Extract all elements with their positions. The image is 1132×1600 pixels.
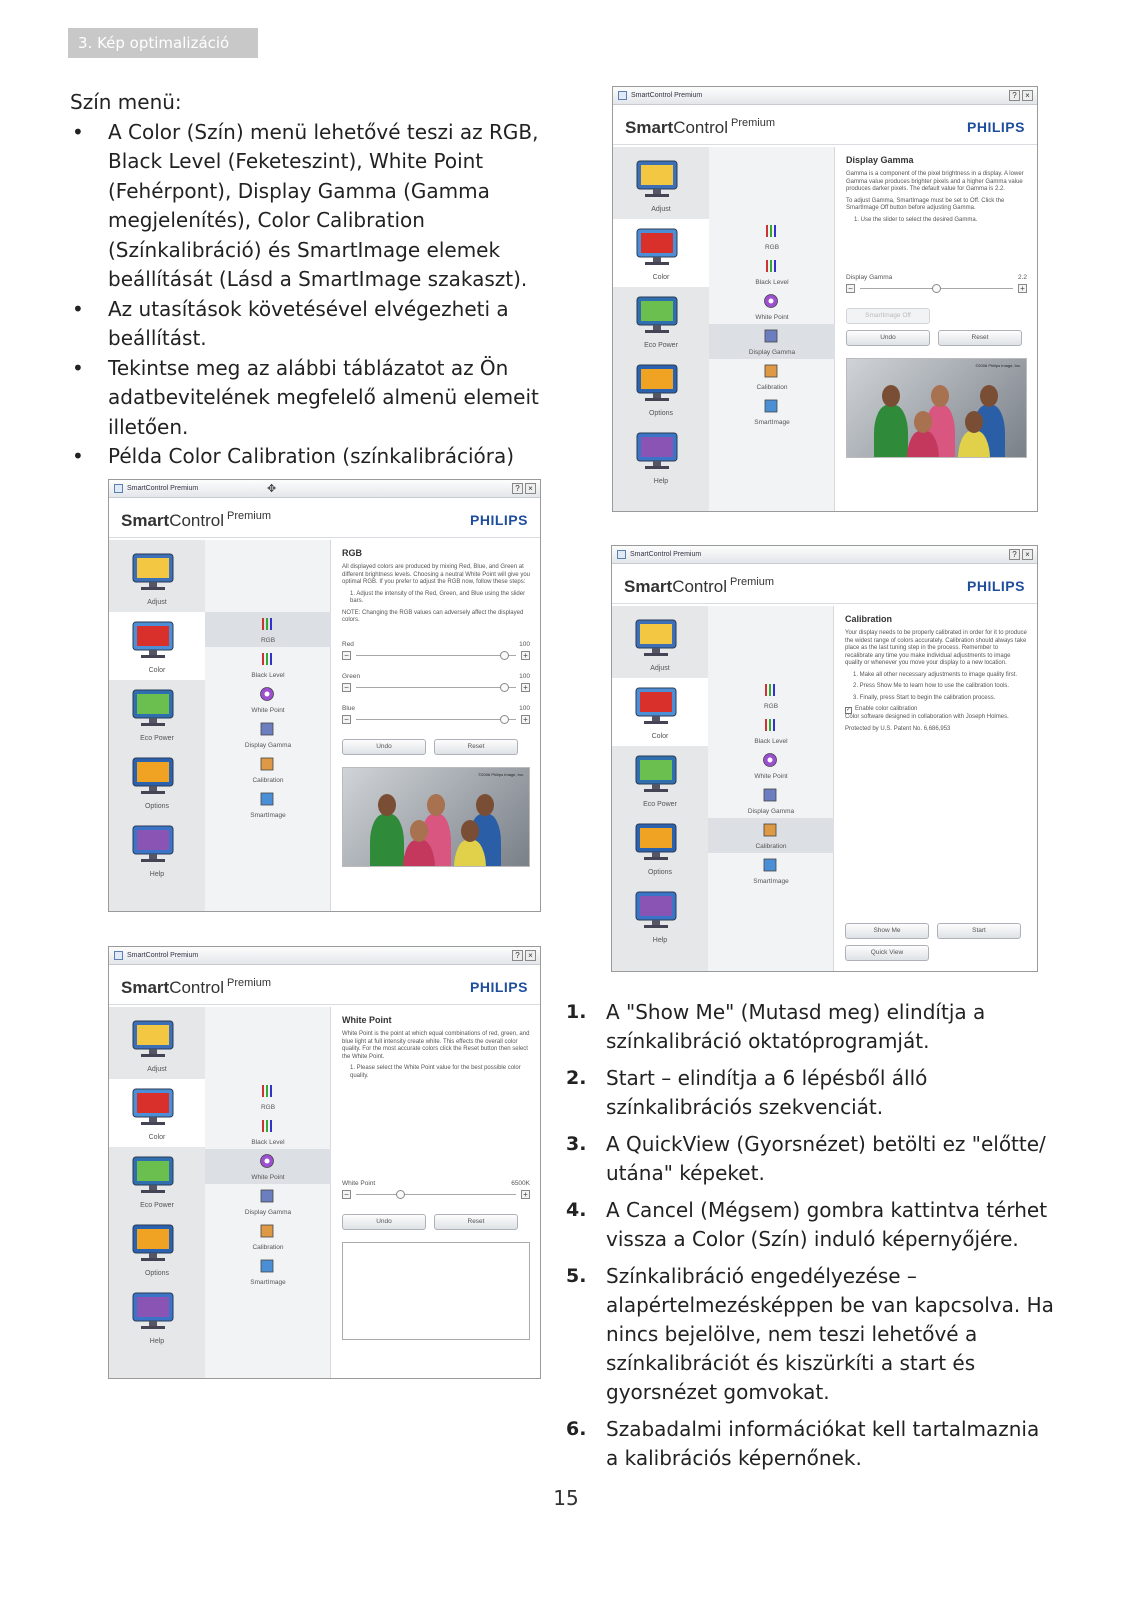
increase-button[interactable]: +	[521, 1190, 530, 1199]
philips-logo: PHILIPS	[470, 512, 528, 528]
intro-heading: Szín menü:	[70, 90, 182, 114]
help-button[interactable]: ?	[1009, 90, 1020, 101]
slider-thumb[interactable]	[500, 715, 509, 724]
app-header	[109, 498, 540, 538]
nav-item-options[interactable]: Options	[612, 814, 708, 882]
nav-item-help[interactable]: Help	[612, 882, 708, 950]
smartcontrol-window-gamma	[612, 86, 1038, 512]
title-bar[interactable]	[612, 546, 1037, 564]
decrease-button[interactable]: −	[342, 683, 351, 692]
slider-thumb[interactable]	[500, 651, 509, 660]
rgb-bars-icon	[763, 223, 779, 239]
photo-credit: ©2006 Philips Image, Inc.	[975, 363, 1021, 368]
step-item: 6. Szabadalmi információkat kell tartalmaznia a kalibrációs képernőnek.	[566, 1417, 1040, 1470]
options-icon	[127, 754, 185, 798]
show-me-button[interactable]: Show Me	[845, 923, 929, 939]
reset-button[interactable]: Reset	[938, 330, 1022, 346]
reset-button[interactable]: Reset	[434, 739, 518, 755]
undo-button[interactable]: Undo	[342, 739, 426, 755]
sub-nav	[205, 540, 331, 911]
black-level-icon	[259, 651, 275, 667]
move-cursor-icon: ✥	[267, 483, 277, 495]
app-header	[109, 965, 540, 1005]
app-brand: SmartControl $^{Premium}$	[121, 510, 272, 530]
calibration-icon	[762, 822, 778, 838]
philips-logo: PHILIPS	[967, 578, 1025, 594]
slider-thumb[interactable]	[396, 1190, 405, 1199]
philips-logo: PHILIPS	[967, 119, 1025, 135]
nav-item-eco-power[interactable]: Eco Power	[612, 746, 708, 814]
rgb-bars-icon	[762, 682, 778, 698]
nav-item-eco-power[interactable]: Eco Power	[109, 680, 205, 748]
decrease-button[interactable]: −	[846, 284, 855, 293]
sub-nav	[709, 147, 835, 511]
help-icon	[127, 1289, 185, 1333]
quick-view-button[interactable]: Quick View	[845, 945, 929, 961]
display-gamma-icon	[259, 1188, 275, 1204]
options-icon	[127, 1221, 185, 1265]
photo-person-head	[914, 411, 932, 433]
nav-item-help[interactable]: Help	[613, 423, 709, 491]
title-bar[interactable]	[109, 947, 540, 965]
bullet-icon: •	[72, 296, 84, 321]
app-icon	[114, 484, 123, 493]
smartimage-icon	[763, 398, 779, 414]
close-button[interactable]: ×	[1022, 549, 1033, 560]
sub-item-rgb[interactable]: RGB	[205, 1079, 331, 1114]
slider-thumb[interactable]	[500, 683, 509, 692]
help-button[interactable]: ?	[512, 950, 523, 961]
sub-item-black-level[interactable]: Black Level	[708, 713, 834, 748]
sub-item-white-point[interactable]: White Point	[205, 682, 331, 717]
intro-section	[70, 88, 540, 472]
smartcontrol-window-calibration	[611, 545, 1038, 972]
title-bar[interactable]	[613, 87, 1037, 105]
photo-person-head	[378, 794, 396, 816]
window-title: SmartControl Premium	[630, 551, 702, 558]
help-button[interactable]: ?	[512, 483, 523, 494]
nav-item-color[interactable]: Color	[612, 678, 708, 746]
sub-item-calibration[interactable]: Calibration	[709, 359, 835, 394]
help-icon	[630, 888, 688, 932]
eco-power-icon	[127, 686, 185, 730]
calibration-icon	[763, 363, 779, 379]
eco-power-icon	[631, 293, 689, 337]
bullet-icon: •	[72, 444, 84, 468]
step-item: 5. Színkalibráció engedélyezése – alapértelmezésképpen be van kapcsolva. Ha nincs bejelölve, nem teszi lehetővé a színkalibrációt és kiszürkíti a start és gyorsnézet gomvokat.	[566, 1264, 1054, 1404]
sub-item-white-point[interactable]: White Point	[205, 1149, 331, 1184]
sub-item-display-gamma[interactable]: Display Gamma	[205, 717, 331, 752]
calibration-icon	[259, 1223, 275, 1239]
app-header	[612, 564, 1037, 604]
content-heading: Calibration	[845, 614, 893, 624]
color-icon	[127, 618, 185, 662]
nav-item-options[interactable]: Options	[109, 748, 205, 816]
photo-person-head	[410, 820, 428, 842]
white-point-icon	[259, 1153, 275, 1169]
intro-bullet: • Tekintse meg az alábbi táblázatot az Ön adatbevitelének megfelelő almenü elemeit illetően.	[72, 355, 539, 439]
color-icon	[631, 225, 689, 269]
enable-calibration-checkbox[interactable]: ✓ Enable color calibration	[846, 706, 918, 713]
rgb-bars-icon	[259, 1083, 275, 1099]
nav-item-color[interactable]: Color	[109, 1079, 205, 1147]
content-heading: RGB	[342, 548, 362, 558]
preview-photo	[342, 767, 530, 867]
gamma-slider[interactable]: Display Gamma 2.2 − +	[846, 274, 1027, 293]
display-gamma-icon	[762, 787, 778, 803]
photo-person-head	[427, 794, 445, 816]
sub-item-display-gamma[interactable]: Display Gamma	[709, 324, 835, 359]
intro-bullet: • Az utasítások követésével elvégezheti a beállítást.	[72, 296, 509, 350]
step-item: 4. A Cancel (Mégsem) gombra kattintva térhet vissza a Color (Szín) induló képernyőjére.	[566, 1198, 1048, 1251]
photo-person-head	[931, 385, 949, 407]
nav-item-help[interactable]: Help	[109, 1283, 205, 1351]
intro-bullet: • A Color (Szín) menü lehetővé teszi az RGB, Black Level (Feketeszint), White Point (Fehérpont), Display Gamma (Gamma megjelenítés), Color Calibration (Színkalibráció) és SmartImage elemek beállítását (Lásd a SmartImage szakaszt).	[72, 119, 539, 291]
content-heading: Display Gamma	[846, 155, 914, 165]
sub-item-calibration[interactable]: Calibration	[708, 818, 834, 853]
sub-item-white-point[interactable]: White Point	[708, 748, 834, 783]
sub-item-smartimage[interactable]: SmartImage	[709, 394, 835, 429]
sub-item-black-level[interactable]: Black Level	[709, 254, 835, 289]
options-icon	[631, 361, 689, 405]
nav-item-options[interactable]: Options	[109, 1215, 205, 1283]
steps-list	[566, 998, 1056, 1481]
philips-logo: PHILIPS	[470, 979, 528, 995]
main-nav	[109, 540, 205, 911]
photo-person-head	[965, 411, 983, 433]
main-nav	[109, 1007, 205, 1378]
photo-person-head	[476, 794, 494, 816]
app-icon	[114, 951, 123, 960]
photo-person-head	[980, 385, 998, 407]
smartimage-off-button[interactable]: SmartImage Off	[846, 308, 930, 324]
reset-button[interactable]: Reset	[434, 1214, 518, 1230]
sub-item-smartimage[interactable]: SmartImage	[708, 853, 834, 888]
content-pane: Display Gamma Gamma is a component of the pixel brightness in a display. A lower Gamma value produces brighter pixels and a higher Gamma value produces darker pixels. The default value for Gamma is 2.2. To adjust Gamma, SmartImage must be set to Off. Click the SmartImage Off button before adjusting Gamma. 1. Use the slider to select the desired Gamma. Display Gamma 2.2 − + SmartImage Off Undo Reset ©2006 Philips Image, Inc.	[836, 147, 1037, 511]
white-point-icon	[762, 752, 778, 768]
options-icon	[630, 820, 688, 864]
sub-item-black-level[interactable]: Black Level	[205, 1114, 331, 1149]
help-button[interactable]: ?	[1009, 549, 1020, 560]
adjust-icon	[127, 1017, 185, 1061]
intro-bullets	[70, 118, 540, 472]
app-icon	[617, 550, 626, 559]
help-icon	[127, 822, 185, 866]
black-level-icon	[763, 258, 779, 274]
section-tab: 3. Kép optimalizáció	[68, 28, 258, 58]
display-gamma-icon	[763, 328, 779, 344]
photo-person-head	[882, 385, 900, 407]
content-pane: Calibration Your display needs to be properly calibrated in order for it to produce the widest range of colors accurately. Calibration should always take place as the last tuning step in the process. Remember to recalibrate any time you make individual adjustments to image quality or whenever you move your display to a new location. 1. Make all other necessary adjustments to image quality first. 2. Press Show Me to learn how to use the calibration tools. 3. Finally, press Start to begin the calibration process. ✓ Enable color calibration Color software designed in collaboration with Joseph Holmes. Protected by U.S. Patent No. 6,686,953 Show Me Start Quick View	[835, 606, 1037, 971]
help-icon	[631, 429, 689, 473]
calibration-icon	[259, 756, 275, 772]
nav-item-color[interactable]: Color	[109, 612, 205, 680]
window-title: SmartControl Premium	[631, 92, 703, 99]
photo-credit: ©2006 Philips Image, Inc.	[478, 771, 524, 777]
sub-nav	[708, 606, 834, 971]
photo-person-head	[461, 820, 479, 842]
adjust-icon	[631, 157, 689, 201]
adjust-icon	[127, 550, 185, 594]
undo-button[interactable]: Undo	[342, 1214, 426, 1230]
page-number: 15	[553, 1486, 579, 1510]
close-button[interactable]: ×	[1022, 90, 1033, 101]
decrease-button[interactable]: −	[342, 715, 351, 724]
sub-nav	[205, 1007, 331, 1378]
eco-power-icon	[127, 1153, 185, 1197]
photo-person	[370, 814, 404, 867]
rgb-bars-icon	[259, 616, 275, 632]
black-level-icon	[762, 717, 778, 733]
bullet-icon: •	[72, 119, 84, 144]
color-icon	[630, 684, 688, 728]
step-item: 2. Start – elindítja a 6 lépésből álló színkalibrációs szekvenciát.	[566, 1066, 928, 1119]
content-pane: White Point White Point is the point at which equal combinations of red, green, and blue light at full intensity create white. This effects the overall color quality. For the most accurate colors click the Reset button then select the White Point. 1. Please select the White Point value for the best possible color quality. White Point 6500K − + Undo Reset	[332, 1007, 540, 1378]
window-title: SmartControl Premium	[127, 485, 199, 492]
smartimage-icon	[259, 1258, 275, 1274]
main-nav	[613, 147, 709, 511]
nav-item-eco-power[interactable]: Eco Power	[613, 287, 709, 355]
green-slider[interactable]: Green 100 − +	[342, 672, 530, 692]
red-slider[interactable]: Red 100 − +	[342, 640, 530, 660]
smartcontrol-window-rgb	[108, 479, 541, 912]
title-bar[interactable]	[109, 480, 540, 498]
nav-item-adjust[interactable]: Adjust	[109, 544, 205, 612]
color-icon	[127, 1085, 185, 1129]
window-title: SmartControl Premium	[127, 952, 199, 959]
nav-item-color[interactable]: Color	[613, 219, 709, 287]
display-gamma-icon	[259, 721, 275, 737]
increase-button[interactable]: +	[521, 715, 530, 724]
sub-item-rgb[interactable]: RGB	[709, 219, 835, 254]
sub-item-rgb[interactable]: RGB	[708, 678, 834, 713]
app-brand: SmartControl $^{Premium}$	[121, 977, 272, 997]
close-button[interactable]: ×	[525, 483, 536, 494]
white-point-icon	[259, 686, 275, 702]
main-nav	[612, 606, 708, 971]
smartcontrol-window-white-point	[108, 946, 541, 1379]
nav-item-help[interactable]: Help	[109, 816, 205, 884]
increase-button[interactable]: +	[521, 651, 530, 660]
app-brand: SmartControl $^{Premium}$	[624, 576, 775, 596]
smartimage-icon	[259, 791, 275, 807]
nav-item-adjust[interactable]: Adjust	[613, 151, 709, 219]
photo-person	[874, 405, 908, 458]
checkbox-icon[interactable]: ✓	[846, 707, 852, 713]
app-icon	[618, 91, 627, 100]
sub-item-display-gamma[interactable]: Display Gamma	[205, 1184, 331, 1219]
sub-item-calibration[interactable]: Calibration	[205, 752, 331, 787]
preview-box	[342, 1242, 530, 1340]
black-level-icon	[259, 1118, 275, 1134]
preview-photo	[846, 358, 1027, 458]
sub-item-black-level[interactable]: Black Level	[205, 647, 331, 682]
increase-button[interactable]: +	[1018, 284, 1027, 293]
sub-item-display-gamma[interactable]: Display Gamma	[708, 783, 834, 818]
bullet-icon: •	[72, 355, 84, 380]
eco-power-icon	[630, 752, 688, 796]
blue-slider[interactable]: Blue 100 − +	[342, 704, 530, 724]
sub-item-calibration[interactable]: Calibration	[205, 1219, 331, 1254]
content-heading: White Point	[342, 1015, 392, 1025]
decrease-button[interactable]: −	[342, 651, 351, 660]
undo-button[interactable]: Undo	[846, 330, 930, 346]
intro-bullet: • Példa Color Calibration (színkalibrációra)	[70, 442, 540, 472]
step-item: 3. A QuickView (Gyorsnézet) betölti ez "előtte/ utána" képeket.	[566, 1132, 1046, 1185]
white-point-slider[interactable]: White Point 6500K − +	[342, 1180, 530, 1199]
adjust-icon	[630, 616, 688, 660]
nav-item-adjust[interactable]: Adjust	[612, 610, 708, 678]
app-brand: SmartControl $^{Premium}$	[625, 117, 776, 137]
sub-item-white-point[interactable]: White Point	[709, 289, 835, 324]
sub-item-rgb[interactable]: RGB	[205, 612, 331, 647]
slider-thumb[interactable]	[932, 284, 941, 293]
white-point-icon	[763, 293, 779, 309]
close-button[interactable]: ×	[525, 950, 536, 961]
increase-button[interactable]: +	[521, 683, 530, 692]
content-pane: RGB All displayed colors are produced by mixing Red, Blue, and Green at different brightness levels. Choosing a neutral White Point will give you optimal RGB. If you prefer to adjust the RGB now, follow these steps: 1. Adjust the intensity of the Red, Green, and Blue using the slider bars. NOTE: Changing the RGB values can adversely affect the displayed colors. Red 100 − + Green 100 − + Blue 100 − + Undo Reset ©2006 Philips Image, Inc.	[332, 540, 540, 911]
nav-item-eco-power[interactable]: Eco Power	[109, 1147, 205, 1215]
nav-item-adjust[interactable]: Adjust	[109, 1011, 205, 1079]
decrease-button[interactable]: −	[342, 1190, 351, 1199]
sub-item-smartimage[interactable]: SmartImage	[205, 1254, 331, 1289]
nav-item-options[interactable]: Options	[613, 355, 709, 423]
app-header	[613, 105, 1037, 145]
step-item: 1. A "Show Me" (Mutasd meg) elindítja a színkalibráció oktatóprogramját.	[566, 1000, 986, 1053]
start-button[interactable]: Start	[937, 923, 1021, 939]
smartimage-icon	[762, 857, 778, 873]
sub-item-smartimage[interactable]: SmartImage	[205, 787, 331, 822]
